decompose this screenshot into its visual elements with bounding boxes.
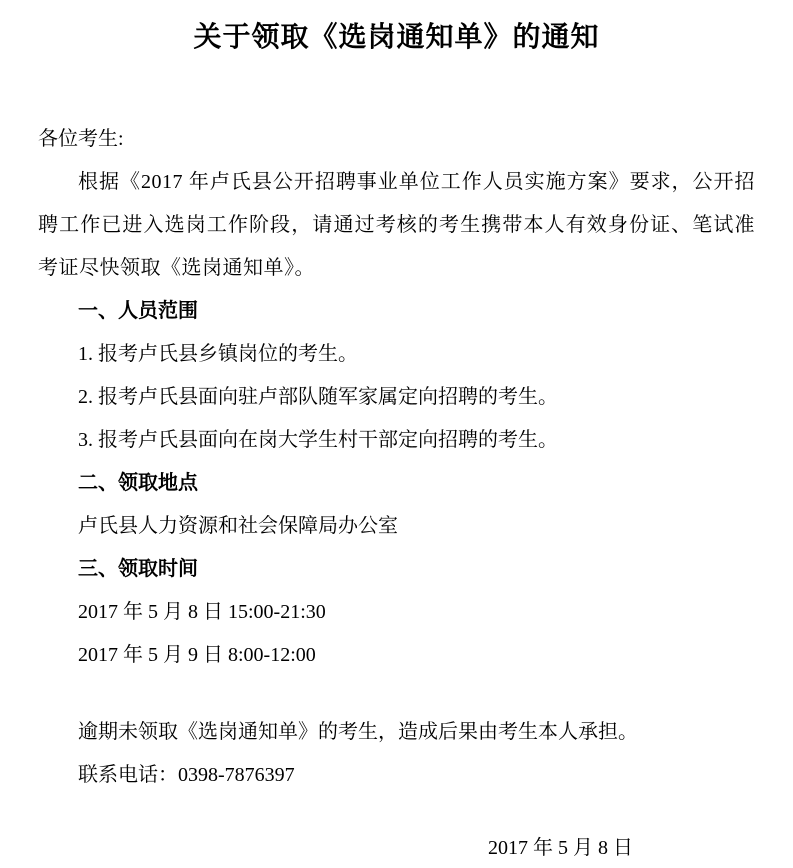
contact-phone: 联系电话：0398-7876397 [78,764,295,786]
notice-title: 关于领取《选岗通知单》的通知 [193,22,600,53]
document-date: 2017 年 5 月 8 日 [488,837,633,859]
section-location-heading: 二、领取地点 [78,472,198,494]
salutation: 各位考生: [38,128,124,150]
location-item: 卢氏县人力资源和社会保障局办公室 [78,515,398,537]
closing-note: 逾期未领取《选岗通知单》的考生，造成后果由考生本人承担。 [78,721,638,743]
intro-paragraph: 根据《2017 年卢氏县公开招聘事业单位工作人员实施方案》要求，公开招聘工作已进入选岗工作阶段，请通过考核的考生携带本人有效身份证、笔试准考证尽快领取《选岗通知单》。 [38,171,755,279]
blank-line [38,677,755,711]
section-scope-heading: 一、人员范围 [78,300,198,322]
scope-item-2: 2. 报考卢氏县面向驻卢部队随军家属定向招聘的考生。 [78,386,558,408]
time-item-1: 2017 年 5 月 8 日 15:00-21:30 [78,601,326,623]
section-time-heading: 三、领取时间 [78,558,198,580]
notice-body [38,118,755,868]
time-item-2: 2017 年 5 月 9 日 8:00-12:00 [78,644,316,666]
scope-item-3: 3. 报考卢氏县面向在岗大学生村干部定向招聘的考生。 [78,429,558,451]
scope-item-1: 1. 报考卢氏县乡镇岗位的考生。 [78,343,358,365]
